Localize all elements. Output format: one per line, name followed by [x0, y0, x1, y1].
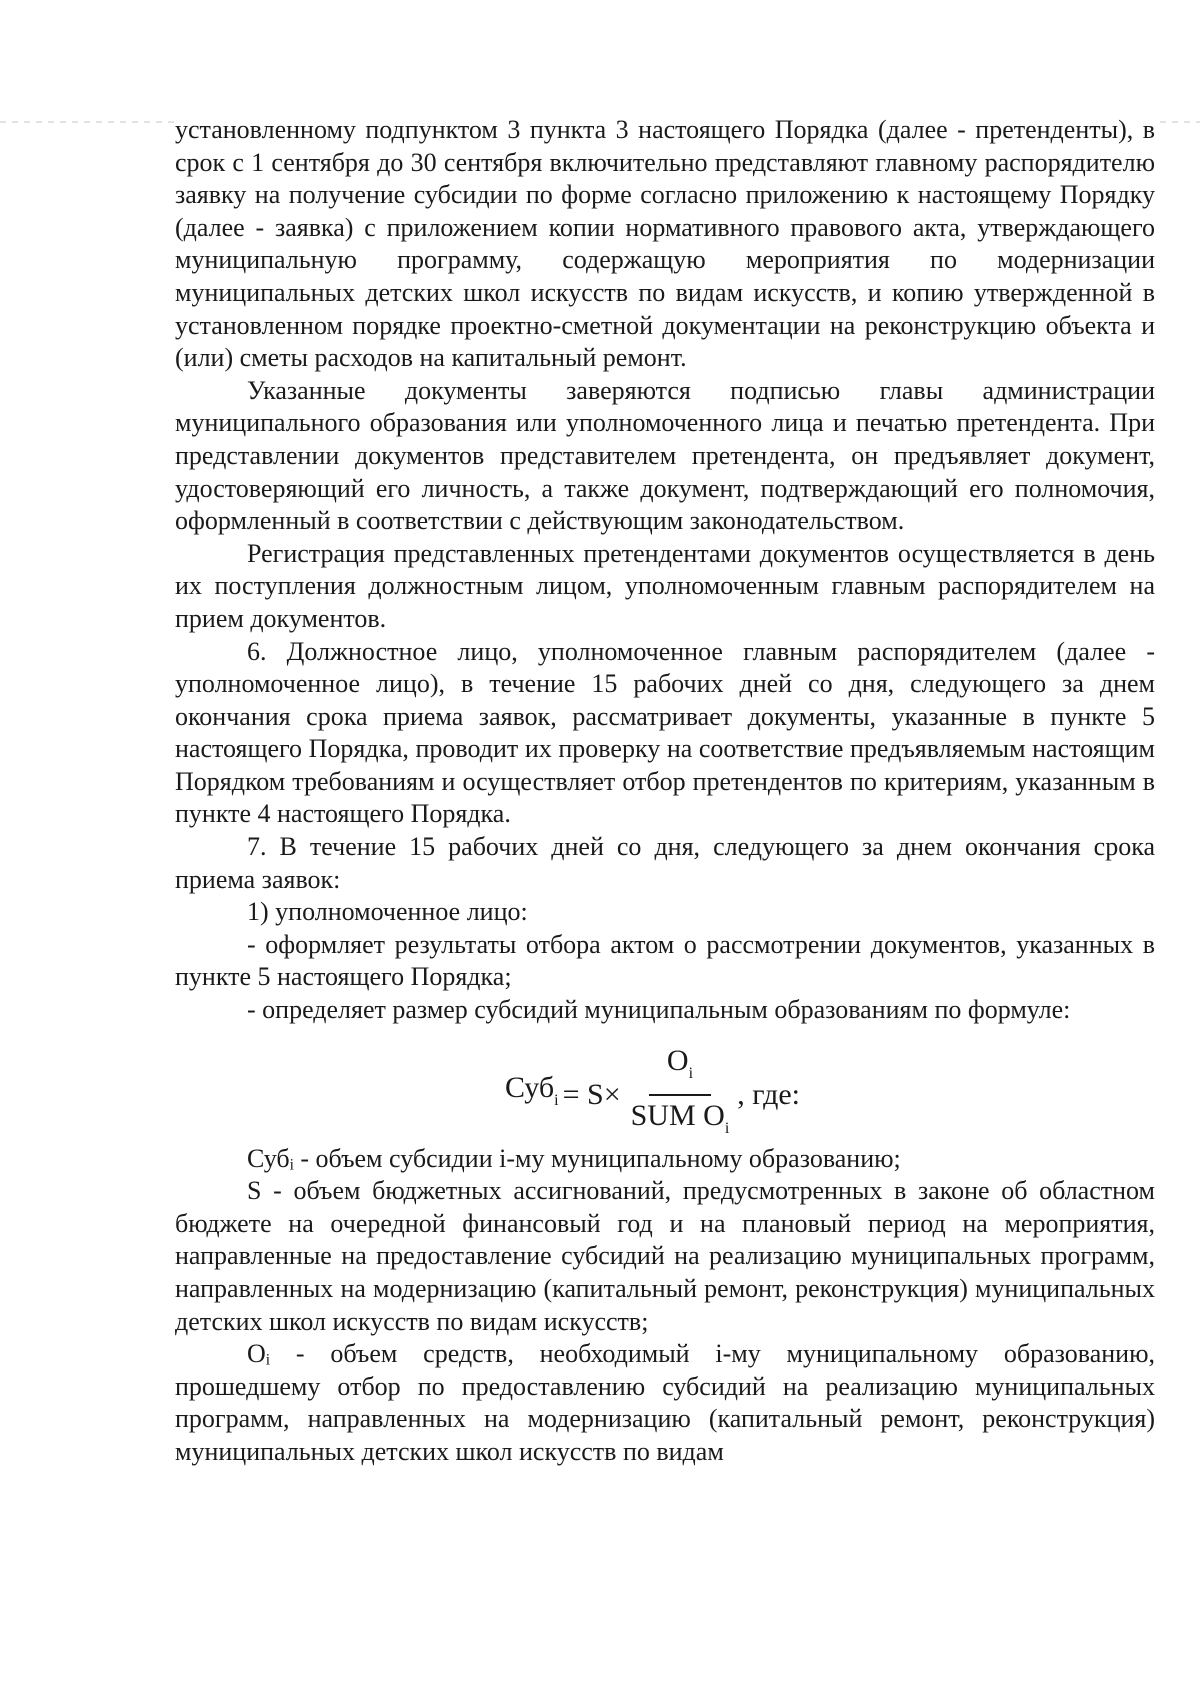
paragraph-subitem-1: 1) уполномоченное лицо: — [247, 897, 528, 927]
paragraph-item-6: 6. Должностное лицо, уполномоченное главным распорядителем (далее - уполномоченное лицо), в течение 15 рабочих дней со дня, следующего за днем окончания срока приема заявок, рассматривает документы, указанные в пункте 5 настоящего Порядка, проводит их проверку на соответствие предъявляемым настоящим Порядком требованиям и осуществляет отбор претендентов по критериям, указанным в пункте 4 настоящего Порядка. — [175, 636, 1155, 829]
document-body — [175, 114, 1155, 1469]
paragraph-certification: Указанные документы заверяются подписью главы администрации муниципального образования или уполномоченного лица и печатью претендента. При представлении документов представителем претендента, он предъявляет документ, удостоверяющий его личность, а также документ, подтверждающий его полномочия, оформленный в соответствии с действующим законодательством. — [175, 375, 1155, 536]
formula-lhs: Суб$_i$ — [505, 1071, 559, 1110]
formula-fraction — [631, 1043, 730, 1147]
paragraph-applicants: установленному подпунктом 3 пункта 3 настоящего Порядка (далее - претенденты), в срок с 1 сентября до 30 сентября включительно представляют главному распорядителю заявку на получение субсидии по форме согласно приложению к настоящему Порядку (далее - заявка) с приложением копии нормативного правового акта, утверждающего муниципальную программу, содержащую мероприятия по модернизации муниципальных детских школ искусств по видам искусств, и копию утвержденной в установленном порядке проектно-сметной документации на реконструкцию объекта и (или) сметы расходов на капитальный ремонт. — [175, 115, 1155, 373]
formula-tail: , где: — [737, 1077, 801, 1111]
paragraph-def-o: Oᵢ - объем средств, необходимый i-му муниципальному образованию, прошедшему отбор по предоставлению субсидий на реализацию муниципальных программ, направленных на модернизацию (капитальный ремонт, реконструкция) муниципальных детских школ искусств по видам — [175, 1339, 1155, 1466]
paragraph-dash-formula-intro: - определяет размер субсидий муниципальным образованиям по формуле: — [247, 995, 1071, 1025]
subsidy-formula-block — [175, 1033, 1155, 1137]
paragraph-def-s: S - объем бюджетных ассигнований, предусмотренных в законе об областном бюджете на очередной финансовый год и на плановый период на мероприятия, направленные на предоставление субсидий на реализацию муниципальных программ, направленных на модернизацию (капитальный ремонт, реконструкция) муниципальных детских школ искусств по видам искусств; — [175, 1176, 1155, 1336]
paragraph-dash-act: - оформляет результаты отбора актом о рассмотрении документов, указанных в пункте 5 настоящего Порядка; — [175, 929, 1155, 992]
formula-numerator: $O_i$ — [649, 1043, 711, 1096]
scan-artifact-left — [0, 121, 175, 123]
paragraph-item-7: 7. В течение 15 рабочих дней со дня, следующего за днем окончания срока приема заявок: — [175, 832, 1155, 894]
formula-equals: = S× — [562, 1077, 621, 1111]
paragraph-def-sub: Субᵢ - объем субсидии i-му муниципальному образованию; — [247, 1143, 901, 1173]
paragraph-registration: Регистрация представленных претендентами документов осуществляется в день их поступления должностным лицом, уполномоченным главным распорядителем на прием документов. — [175, 538, 1155, 633]
formula-denominator: SUM $O_i$ — [630, 1098, 730, 1137]
subsidy-formula — [505, 1043, 800, 1147]
scan-artifact-right — [1160, 121, 1200, 123]
